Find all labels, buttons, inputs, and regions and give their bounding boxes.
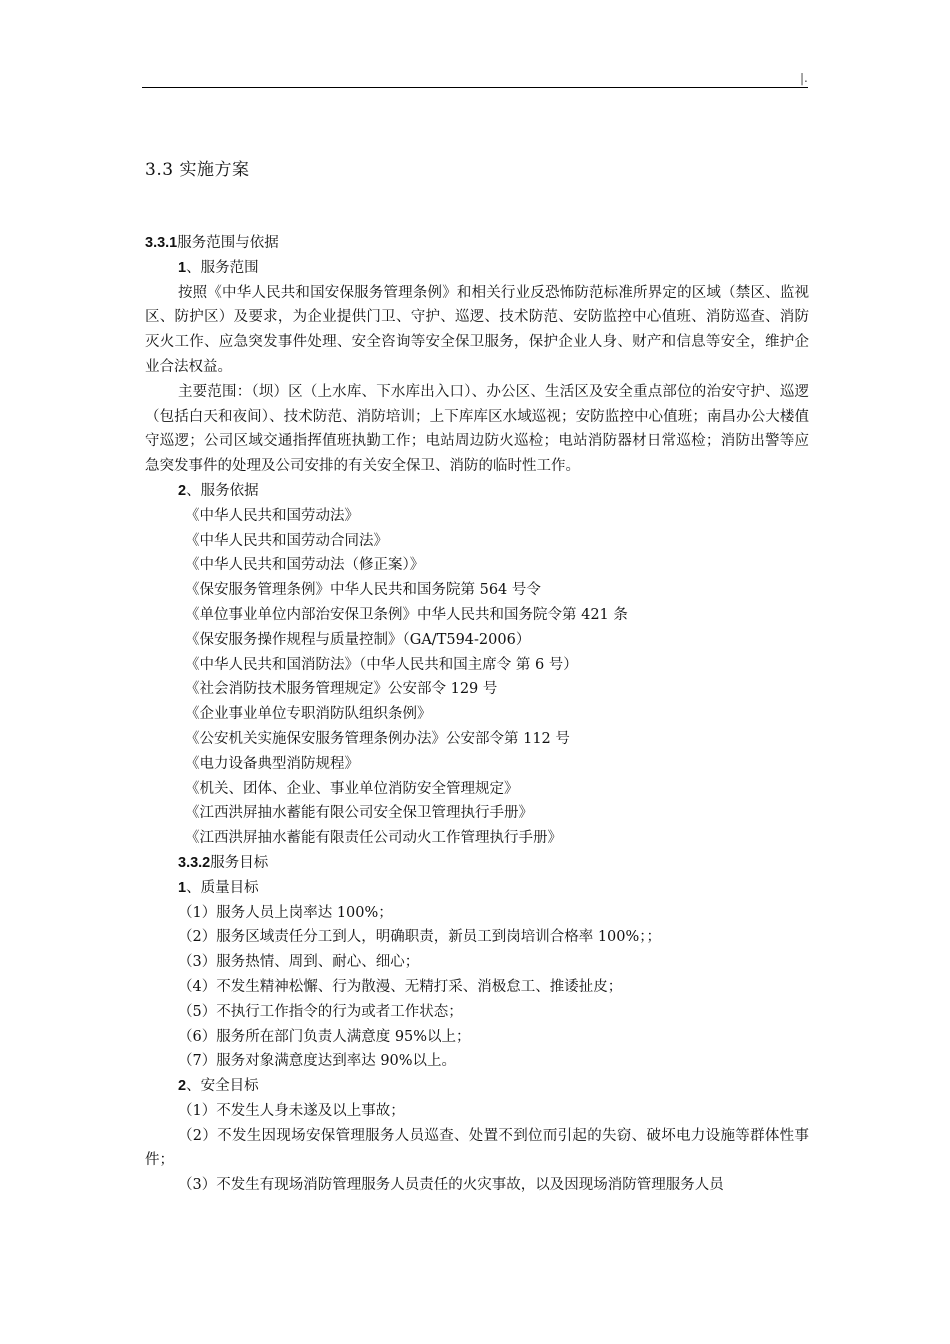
- basis-item: 《公安机关实施保安服务管理条例办法》公安部令第 112 号: [185, 730, 570, 747]
- scope-heading-text: 、服务范围: [186, 259, 259, 276]
- basis-item: 《保安服务管理条例》中华人民共和国务院第 564 号令: [185, 582, 541, 599]
- quality-heading: [145, 876, 809, 901]
- heading-3-3-1: [145, 231, 809, 256]
- basis-item: 《电力设备典型消防规程》: [185, 755, 359, 772]
- document-body: [145, 231, 809, 1198]
- heading-text: 服务目标: [210, 854, 269, 871]
- quality-heading-text: 、质量目标: [186, 879, 259, 896]
- quality-item: （5）不执行工作指令的行为或者工作状态；: [178, 1003, 463, 1020]
- safety-heading-number: 2: [178, 1078, 187, 1095]
- safety-item: （1）不发生人身未遂及以上事故；: [178, 1102, 405, 1119]
- quality-heading-number: 1: [178, 879, 187, 896]
- quality-item: （3）服务热情、周到、耐心、细心；: [178, 954, 420, 971]
- section-title: 3.3 实施方案: [145, 160, 250, 180]
- basis-item: 《企业事业单位专职消防队组织条例》: [185, 706, 432, 723]
- basis-heading: [145, 479, 809, 504]
- heading-text: 服务范围与依据: [177, 235, 279, 251]
- heading-3-3-2: [145, 851, 809, 876]
- basis-item: 《机关、团体、企业、事业单位消防安全管理规定》: [185, 780, 519, 797]
- basis-item: 《江西洪屏抽水蓄能有限责任公司动火工作管理执行手册》: [185, 830, 562, 847]
- basis-item: 《中华人民共和国消防法》（中华人民共和国主席令 第 6 号）: [185, 656, 578, 673]
- basis-item: 《中华人民共和国劳动法（修正案）》: [185, 557, 425, 574]
- scope-paragraph-1: 按照《中华人民共和国安保服务管理条例》和相关行业反恐怖防范标准所界定的区域（禁区、监视区、防护区）及要求，为企业提供门卫、守护、巡逻、技术防范、安防监控中心值班、消防巡查、消防灭火工作、应急突发事件处理、安全咨询等安全保卫服务，保护企业人身、财产和信息等安全，维护企业合法权益。: [145, 284, 809, 375]
- basis-item: 《社会消防技术服务管理规定》公安部令 129 号: [185, 681, 498, 698]
- basis-heading-text: 、服务依据: [186, 482, 259, 499]
- safety-item: （2）不发生因现场安保管理服务人员巡查、处置不到位而引起的失窃、破坏电力设施等群体性事件；: [145, 1127, 809, 1169]
- safety-heading: [145, 1074, 809, 1099]
- basis-item: 《保安服务操作规程与质量控制》（GA/T594-2006）: [185, 631, 531, 648]
- basis-item: 《中华人民共和国劳动法》: [185, 507, 359, 524]
- scope-paragraph-2: 主要范围：（坝）区（上水库、下水库出入口）、办公区、生活区及安全重点部位的治安守护、巡逻（包括白天和夜间）、技术防范、消防培训；上下库库区水域巡视；安防监控中心值班；南昌办公大楼值守巡逻；公司区域交通指挥值班执勤工作；电站周边防火巡检；电站消防器材日常巡检；消防出警等应急突发事件的处理及公司安排的有关安全保卫、消防的临时性工作。: [145, 383, 809, 475]
- heading-number: 3.3.2: [178, 854, 211, 871]
- safety-heading-text: 、安全目标: [186, 1078, 259, 1095]
- basis-heading-number: 2: [178, 482, 187, 499]
- basis-item: 《单位事业单位内部治安保卫条例》中华人民共和国务院令第 421 条: [185, 606, 628, 623]
- quality-item: （7）服务对象满意度达到率达 90%以上。: [178, 1053, 457, 1070]
- header-rule: [142, 87, 808, 88]
- quality-item: （4）不发生精神松懈、行为散漫、无精打采、消极怠工、推诿扯皮；: [178, 978, 623, 995]
- scope-heading-number: 1: [178, 259, 187, 276]
- basis-item: 《中华人民共和国劳动合同法》: [185, 532, 388, 549]
- heading-number: 3.3.1: [145, 235, 178, 251]
- quality-item: （2）服务区域责任分工到人，明确职责，新员工到岗培训合格率 100%；；: [178, 929, 662, 946]
- quality-item: （6）服务所在部门负责人满意度 95%以上；: [178, 1028, 471, 1045]
- scope-heading: [145, 256, 809, 281]
- safety-item: （3）不发生有现场消防管理服务人员责任的火灾事故，以及因现场消防管理服务人员: [178, 1177, 724, 1194]
- header-mark: |.: [800, 71, 808, 85]
- basis-item: 《江西洪屏抽水蓄能有限公司安全保卫管理执行手册》: [185, 805, 533, 822]
- quality-item: （1）服务人员上岗率达 100%；: [178, 904, 393, 921]
